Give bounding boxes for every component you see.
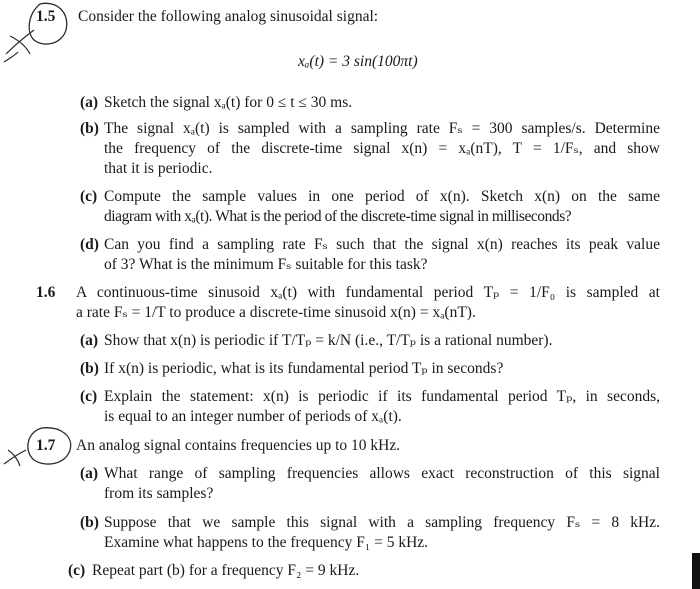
- problem-1-7-stem: An analog signal contains frequencies up to 10 kHz.: [76, 437, 401, 454]
- part-text-1-6-b-line-1: If x(n) is periodic, what is its fundamental period Tₚ in seconds?: [104, 360, 504, 377]
- part-label-1-5-b: (b): [80, 120, 99, 137]
- scan-edge-bar: [692, 553, 700, 589]
- part-label-1-7-b: (b): [80, 514, 99, 531]
- part-text-1-5-a-line-1: Sketch the signal xₐ(t) for 0 ≤ t ≤ 30 ms.: [104, 94, 353, 111]
- problem-1-5-equation: xₐ(t) = 3 sin(100πt): [298, 53, 418, 70]
- part-label-1-7-c: (c): [68, 562, 86, 579]
- part-label-1-6-b: (b): [80, 360, 99, 377]
- part-text-1-5-c-line-2: diagram with xₐ(t). What is the period of the discrete-time signal in milliseconds?: [104, 208, 572, 225]
- problem-1-5-number: 1.5: [36, 8, 56, 25]
- part-label-1-5-d: (d): [80, 236, 99, 253]
- part-label-1-7-a: (a): [80, 465, 99, 482]
- part-text-1-6-c-line-2: is equal to an integer number of periods of xₐ(t).: [104, 408, 402, 425]
- problem-1-6-number: 1.6: [36, 284, 56, 301]
- part-text-1-5-b-line-1: The signal xₐ(t) is sampled with a sampling rate Fₛ = 300 samples/s. Determine: [104, 120, 660, 137]
- part-text-1-6-a-line-1: Show that x(n) is periodic if T/Tₚ = k/N (i.e., T/Tₚ is a rational number).: [104, 332, 553, 349]
- handwritten-circle-1-5-icon: [0, 0, 80, 70]
- part-text-1-5-d-line-1: Can you find a sampling rate Fₛ such that the signal x(n) reaches its peak value: [104, 236, 660, 253]
- problem-1-6-stem-line-1: A continuous-time sinusoid xₐ(t) with fundamental period Tₚ = 1/F₀ is sampled at: [76, 284, 660, 301]
- part-text-1-5-c-line-1: Compute the sample values in one period of x(n). Sketch x(n) on the same: [104, 188, 660, 205]
- part-label-1-5-c: (c): [80, 188, 98, 205]
- part-label-1-5-a: (a): [80, 94, 99, 111]
- problem-1-7-number: 1.7: [36, 437, 56, 454]
- part-text-1-7-c-line-1: Repeat part (b) for a frequency F₂ = 9 kHz.: [92, 562, 360, 579]
- problem-1-6-stem-line-2: a rate Fₛ = 1/T to produce a discrete-time sinusoid x(n) = xₐ(nT).: [76, 304, 476, 321]
- part-label-1-6-c: (c): [80, 388, 98, 405]
- part-text-1-5-b-line-2: the frequency of the discrete-time signal x(n) = xₐ(nT), T = 1/Fₛ, and show: [104, 140, 660, 157]
- handwritten-circle-1-7-icon: [0, 424, 80, 474]
- part-text-1-7-a-line-2: from its samples?: [104, 485, 214, 502]
- part-text-1-7-b-line-2: Examine what happens to the frequency F₁ = 5 kHz.: [104, 534, 429, 551]
- part-label-1-6-a: (a): [80, 332, 99, 349]
- part-text-1-7-b-line-1: Suppose that we sample this signal with a sampling frequency Fₛ = 8 kHz.: [104, 514, 660, 531]
- part-text-1-6-c-line-1: Explain the statement: x(n) is periodic if its fundamental period Tₚ, in seconds,: [104, 388, 660, 405]
- part-text-1-7-a-line-1: What range of sampling frequencies allows exact reconstruction of this signal: [104, 465, 660, 482]
- part-text-1-5-b-line-3: that it is periodic.: [104, 160, 213, 177]
- problem-1-5-stem: Consider the following analog sinusoidal signal:: [78, 8, 379, 25]
- part-text-1-5-d-line-2: of 3? What is the minimum Fₛ suitable for this task?: [104, 256, 428, 273]
